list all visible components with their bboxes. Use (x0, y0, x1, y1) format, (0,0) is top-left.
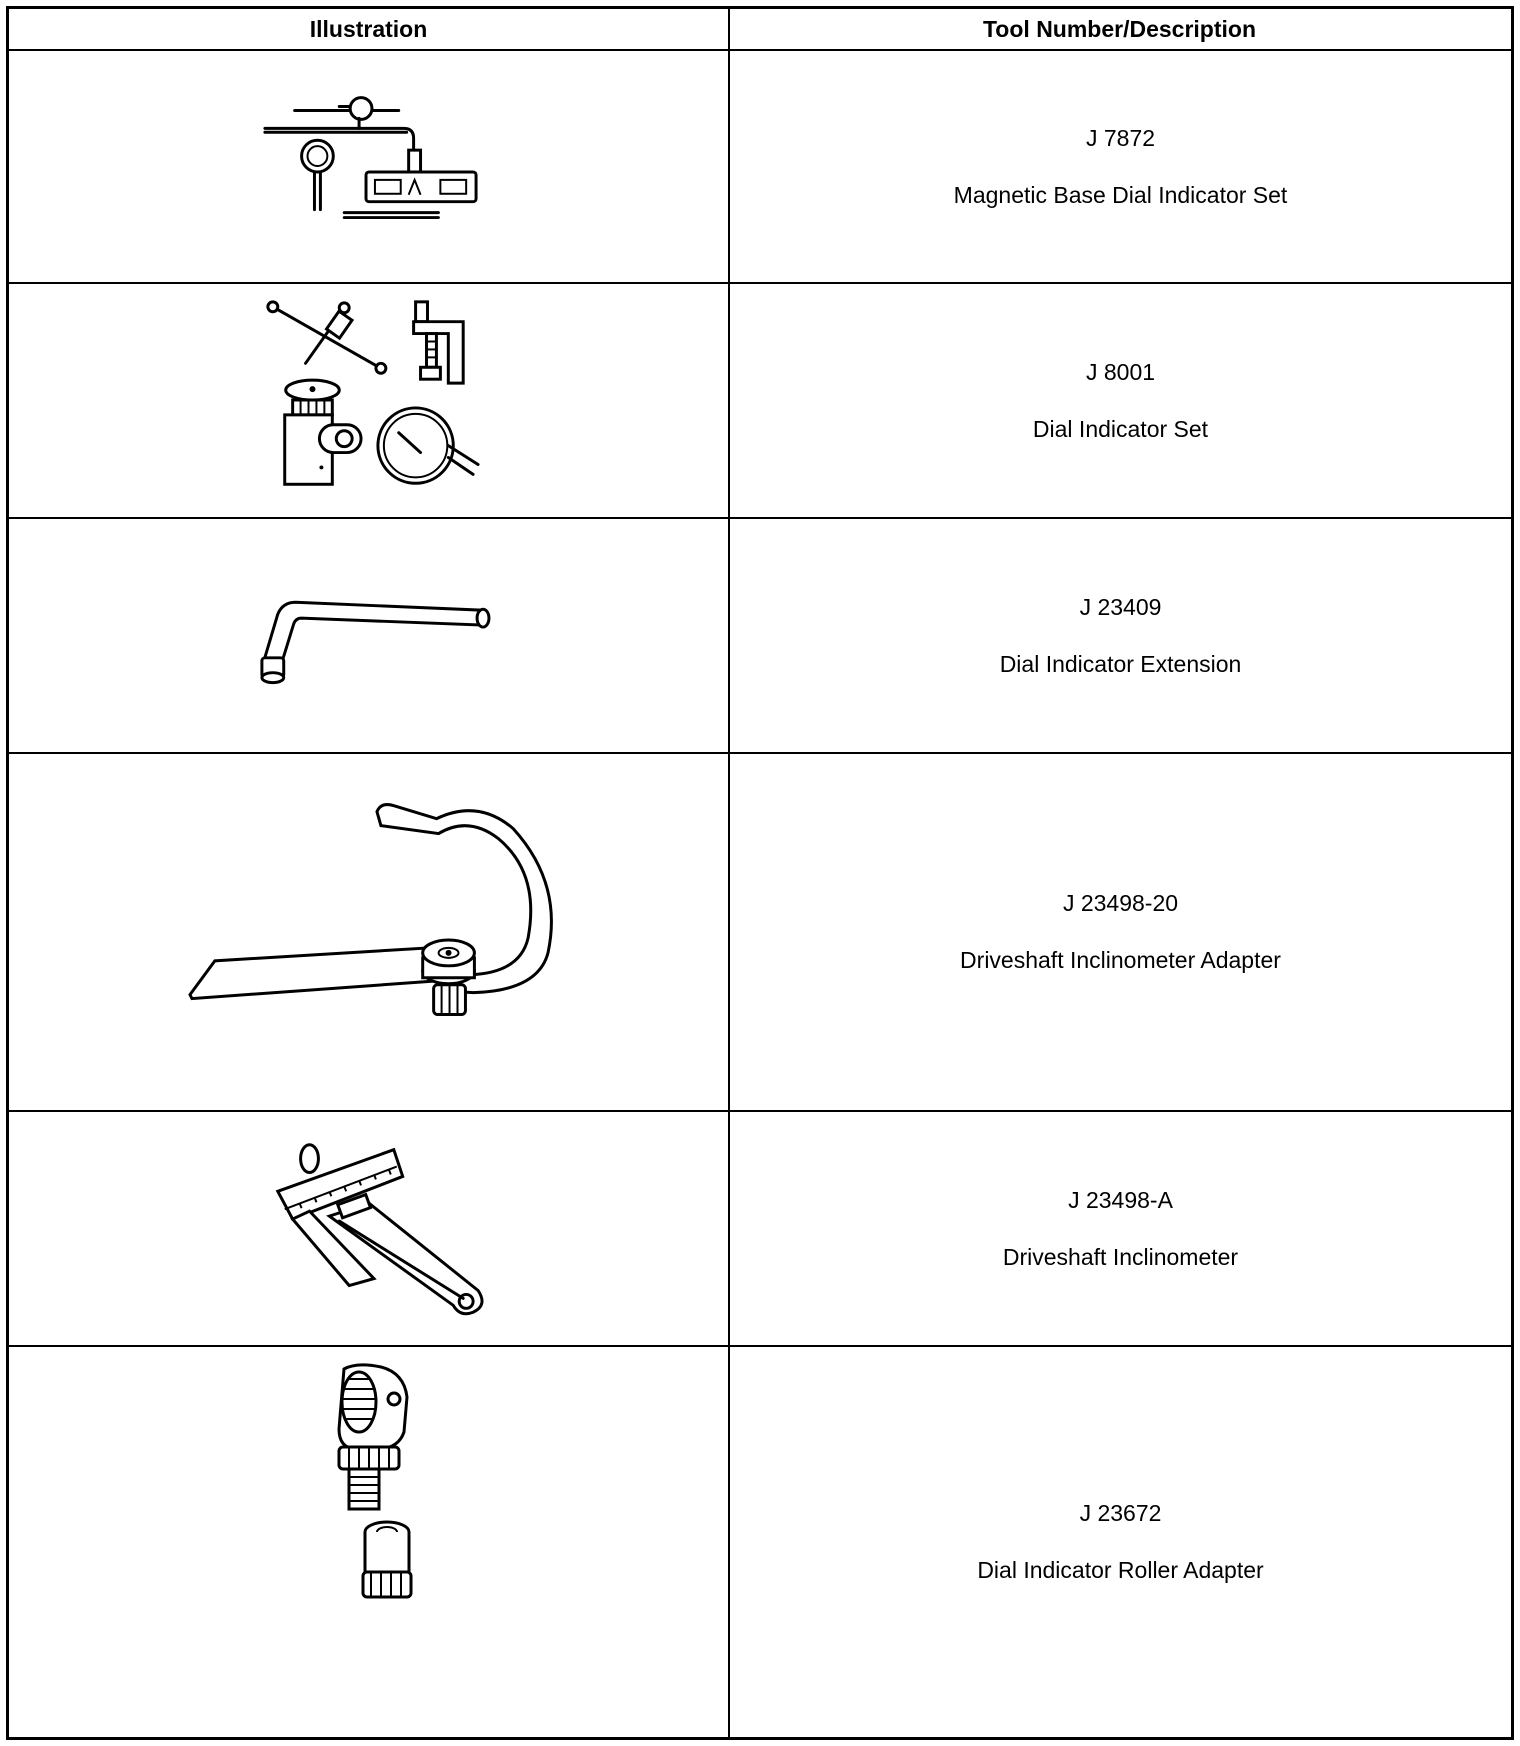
table-header-row (9, 9, 1511, 51)
driveshaft-inclinometer-illustration (9, 1112, 728, 1345)
dial-indicator-extension-illustration (9, 519, 728, 752)
table-row (9, 1112, 1511, 1347)
tool-description: Magnetic Base Dial Indicator Set (953, 181, 1288, 208)
table-row (9, 51, 1511, 284)
table-row (9, 284, 1511, 519)
tool-description-cell (730, 284, 1511, 517)
tool-description-cell (730, 51, 1511, 282)
illustration-cell (9, 51, 728, 282)
tool-table (6, 6, 1514, 1740)
tool-description: Dial Indicator Extension (999, 650, 1242, 677)
tool-description: Driveshaft Inclinometer Adapter (960, 947, 1281, 973)
dial-indicator-roller-adapter-illustration (9, 1347, 728, 1737)
tool-description: Dial Indicator Set (1032, 415, 1209, 442)
tool-number: J 23498-20 (1062, 890, 1179, 916)
table-row (9, 519, 1511, 754)
tool-description-cell (730, 519, 1511, 752)
tool-number: J 7872 (1085, 124, 1156, 151)
tool-number: J 23672 (1079, 1500, 1162, 1526)
tool-number: J 23498-A (1068, 1186, 1173, 1213)
table-row (9, 754, 1511, 1112)
illustration-cell (9, 754, 728, 1110)
illustration-cell (9, 284, 728, 517)
illustration-cell (9, 1347, 728, 1737)
tool-description: Dial Indicator Roller Adapter (977, 1557, 1264, 1583)
magnetic-base-dial-indicator-set-illustration (9, 51, 728, 282)
driveshaft-inclinometer-adapter-illustration (9, 754, 728, 1110)
tool-number: J 8001 (1085, 358, 1156, 385)
tool-description-cell (730, 754, 1511, 1110)
tool-description-cell (730, 1347, 1511, 1737)
tool-number: J 23409 (1079, 593, 1162, 620)
illustration-cell (9, 519, 728, 752)
table-row (9, 1347, 1511, 1737)
tool-column-header: Tool Number/Description (982, 16, 1257, 42)
tool-description: Driveshaft Inclinometer (1002, 1243, 1239, 1270)
illustration-column-header: Illustration (309, 16, 428, 42)
tool-description-cell (730, 1112, 1511, 1345)
illustration-cell (9, 1112, 728, 1345)
dial-indicator-set-illustration (9, 284, 728, 517)
